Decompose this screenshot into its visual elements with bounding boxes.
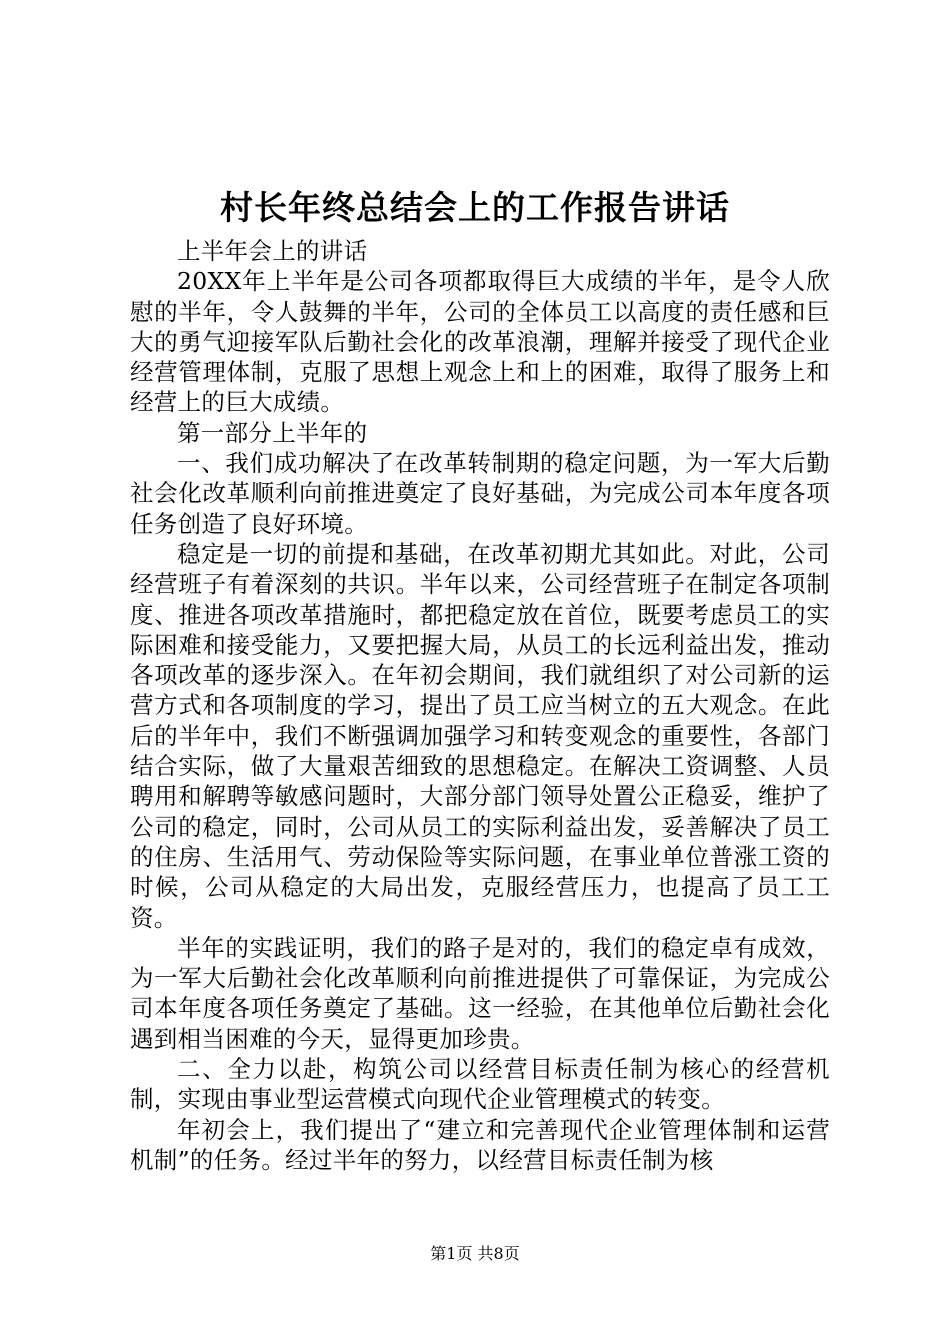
paragraph: 上半年会上的讲话 (177, 237, 368, 265)
document-title: 村长年终总结会上的工作报告讲话 (220, 188, 730, 227)
paragraph: 年初会上，我们提出了“建立和完善现代企业管理体制和运营机制”的任务。经过半年的努力，以经营目标责任制为核 (130, 1115, 830, 1174)
paragraph: 20XX年上半年是公司各项都取得巨大成绩的半年，是令人欣慰的半年，令人鼓舞的半年，公司的全体员工以高度的责任感和巨大的勇气迎接军队后勤社会化的改革浪潮，理解并接受了现代企业经营管理体制，克服了思想上观念上和上的困难，取得了服务上和经营上的巨大成绩。 (130, 267, 830, 417)
paragraph: 半年的实践证明，我们的路子是对的，我们的稳定卓有成效，为一军大后勤社会化改革顺利向前推进提供了可靠保证，为完成公司本年度各项任务奠定了基础。这一经验，在其他单位后勤社会化遇到相当困难的今天，显得更加珍贵。 (130, 933, 830, 1053)
page-number-label: 第1页 共8页 (430, 1244, 520, 1263)
paragraph: 稳定是一切的前提和基础，在改革初期尤其如此。对此，公司经营班子有着深刻的共识。半年以来，公司经营班子在制定各项制度、推进各项改革措施时，都把稳定放在首位，既要考虑员工的实际困难和接受能力，又要把握大局，从员工的长远利益出发，推动各项改革的逐步深入。在年初会期间，我们就组织了对公司新的运营方式和各项制度的学习，提出了员工应当树立的五大观念。在此后的半年中，我们不断强调加强学习和转变观念的重要性，各部门结合实际，做了大量艰苦细致的思想稳定。在解决工资调整、人员聘用和解聘等敏感问题时，大部分部门领导处置公正稳妥，维护了公司的稳定，同时，公司从员工的实际利益出发，妥善解决了员工的住房、生活用气、劳动保险等实际问题，在事业单位普涨工资的时候，公司从稳定的大局出发，克服经营压力，也提高了员工工资。 (130, 539, 830, 932)
paragraph: 第一部分上半年的 (177, 418, 368, 447)
page-footer (0, 1242, 950, 1266)
paragraph: 一、我们成功解决了在改革转制期的稳定问题，为一军大后勤社会化改革顺利向前推进奠定了良好基础，为完成公司本年度各项任务创造了良好环境。 (130, 449, 830, 538)
paragraph: 二、全力以赴，构筑公司以经营目标责任制为核心的经营机制，实现由事业型运营模式向现代企业管理模式的转变。 (130, 1055, 830, 1114)
document-body (130, 236, 830, 1175)
